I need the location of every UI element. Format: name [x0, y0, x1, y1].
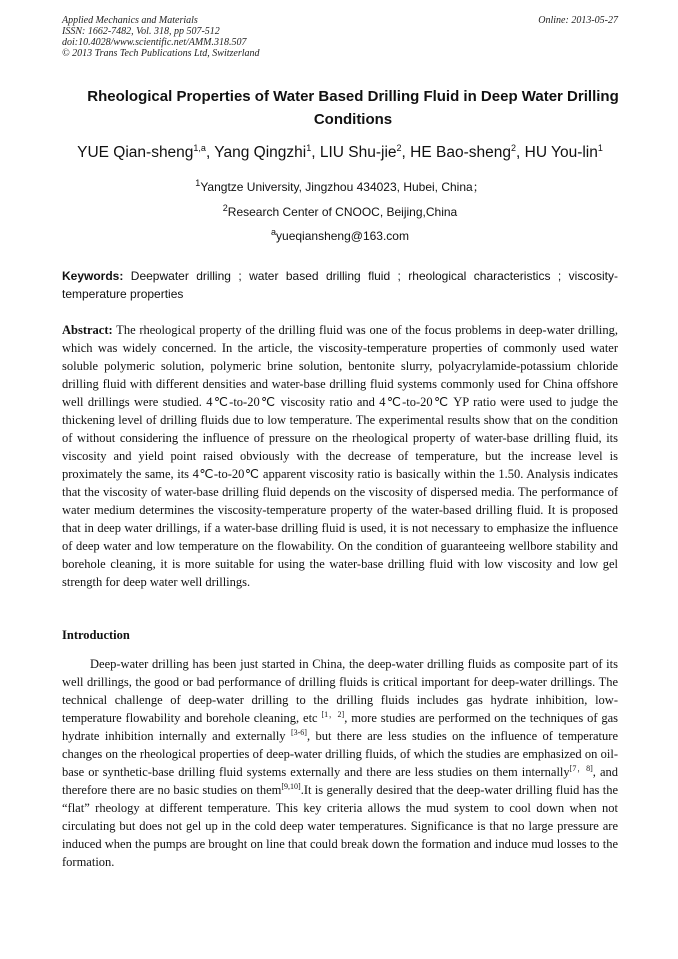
citation: [1，2] — [321, 709, 345, 719]
journal-issn: ISSN: 1662-7482, Vol. 318, pp 507-512 — [62, 26, 220, 37]
affiliation-2 — [40, 205, 640, 219]
paper-title: Rheological Properties of Water Based Drilling Fluid in Deep Water Drilling Conditions — [87, 88, 619, 128]
affiliation-mark: a — [271, 227, 277, 237]
author: YUE Qian-sheng — [77, 144, 194, 161]
intro-text: .It is generally desired that the deep-water drilling fluid has the “flat” rheology at different temperature. This key criteria allows the mud system to cool down when not circulating but does not gel up in the cold deep water temperatures. Significance is that no large pressure are induced when the pumps are brought on line that could break down the formation and induce mud losses to the formation. — [62, 783, 618, 869]
intro-text: , more studies are performed on the techniques of gas hydrate inhibition internally and externally — [62, 711, 618, 743]
author-separator: , — [401, 144, 411, 161]
citation: [7，8] — [569, 763, 593, 773]
author-separator: , — [205, 144, 215, 161]
online-date: Online: 2013-05-27 — [538, 15, 618, 26]
citation: [3-6] — [290, 727, 307, 737]
author: Yang Qingzhi — [214, 144, 307, 161]
affiliation-text: Research Center of CNOOC, Beijing,China — [227, 205, 458, 219]
author-affiliation-mark: 2 — [510, 142, 516, 153]
journal-copyright: © 2013 Trans Tech Publications Ltd, Switzerland — [62, 48, 260, 59]
keywords — [62, 267, 618, 303]
introduction-paragraph — [62, 655, 618, 871]
journal-doi: doi:10.4028/www.scientific.net/AMM.318.507 — [62, 37, 247, 48]
author-affiliation-mark: 1,a — [193, 142, 206, 153]
keywords-label: Keywords: — [62, 269, 124, 283]
abstract-text: The rheological property of the drilling fluid was one of the focus problems in deep-water drilling, which was widely concerned. In the article, the viscosity-temperature properties of commonly used water soluble polymeric solution, polymeric brine solution, bentonite slurry, polyacrylamide-potassium chloride drilling fluid with different densities and water-base drilling fluid systems commonly used for China offshore well drillings were studied. 4℃-to-20℃ viscosity ratio and 4℃-to-20℃ YP ratio were used to judge the thickening level of drilling fluids due to low temperature. The experimental results show that on the condition of without considering the influence of pressure on the rheological property of water-base drilling fluid, its viscosity and yield point raised obviously with the decrease of temperature, but the increase level is proximately the same, its 4℃-to-20℃ apparent viscosity ratio is basically within the 1.50. Analysis indicates that the viscosity of water-base drilling fluid depends on the viscosity of dispersed media. The performance of water medium determines the viscosity-temperature property of the water-based drilling fluid. It is proposed that in deep water drillings, if a water-base drilling fluid is used, it is not necessary to emphasize the influence of deep water and low temperature on the flowability. On the condition of guaranteeing wellbore stability and borehole cleaning, it is more suitable for using the water-base drilling fluid with low viscosity and low gel strength for deep water well drillings. — [62, 323, 618, 589]
journal-name: Applied Mechanics and Materials — [62, 15, 198, 26]
author-affiliation-mark: 1 — [306, 142, 312, 153]
author-separator: , — [311, 144, 320, 161]
email-text: yueqiansheng@163.com — [276, 229, 409, 243]
journal-header — [62, 15, 618, 59]
intro-text: , but there are less studies on the influence of temperature changes on the rheological properties of deep-water drilling fluids, of which the studies are emphasized on oil-base or synthetic-base drilling fluid systems externally and there are less studies on them internally — [62, 729, 618, 779]
citation: [9,10] — [281, 781, 301, 791]
author-email — [40, 229, 640, 243]
affiliation-1 — [40, 180, 640, 194]
affiliation-text: Yangtze University, Jingzhou 434023, Hubei, China； — [200, 180, 485, 194]
affiliation-mark: 2 — [222, 203, 228, 213]
author-affiliation-mark: 1 — [597, 142, 603, 153]
author: LIU Shu-jie — [319, 144, 397, 161]
intro-text: Deep-water drilling has been just started in China, the deep-water drilling fluids as composite part of its well drillings, the good or bad performance of drilling fluids is critical important for deep-water drillings. The technical challenge of deep-water drilling to the drilling fluids includes gas hydrate inhibition, low-temperature flowability and borehole cleaning, etc — [62, 657, 618, 725]
author-separator: , — [516, 144, 525, 161]
author: HE Bao-sheng — [410, 144, 511, 161]
introduction-heading: Introduction — [62, 628, 130, 642]
author: HU You-lin — [524, 144, 598, 161]
author-affiliation-mark: 2 — [396, 142, 402, 153]
abstract-label: Abstract: — [62, 323, 113, 337]
intro-text: , and therefore there are no basic studies on them — [62, 765, 618, 797]
keywords-text: Deepwater drilling ; water based drilling fluid ; rheological characteristics ; viscosity-temperature properties — [62, 269, 618, 301]
abstract — [62, 321, 618, 591]
affiliation-mark: 1 — [195, 178, 201, 188]
author-list — [40, 143, 640, 163]
